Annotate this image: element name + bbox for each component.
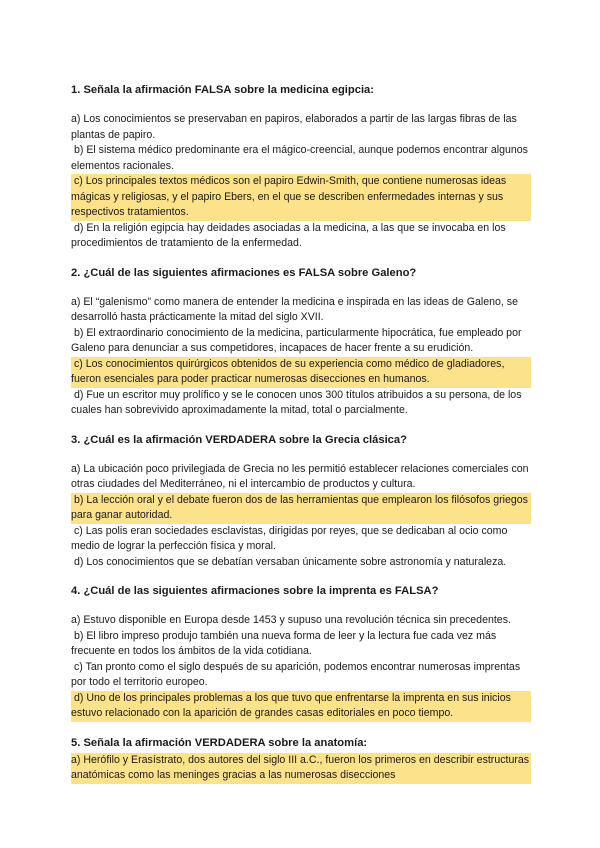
question-1 — [71, 83, 531, 252]
question-title: 2. ¿Cuál de las siguientes afirmaciones es FALSA sobre Galeno? — [71, 266, 417, 279]
question-title: 5. Señala la afirmación VERDADERA sobre la anatomía: — [71, 736, 368, 749]
option-d: d) Los conocimientos que se debatían versaban únicamente sobre astronomía y naturaleza. — [73, 555, 507, 568]
question-title: 1. Señala la afirmación FALSA sobre la medicina egipcia: — [71, 84, 374, 96]
quiz-content — [71, 83, 531, 798]
option-a: a) Estuvo disponible en Europa desde 1453 y supuso una revolución técnica sin precedentes. — [71, 614, 511, 626]
question-title: 3. ¿Cuál es la afirmación VERDADERA sobre la Grecia clásica? — [71, 433, 407, 446]
option-a: a) El “galenismo” como manera de entender la medicina e inspirada en las ideas de Galeno, se desarrolló hasta prácticamente la mitad del siglo XVII. — [71, 295, 518, 323]
question-2 — [71, 266, 531, 419]
option-b: b) El sistema médico predominante era el mágico-creencial, aunque podemos encontrar algunos elementos racionales. — [71, 144, 528, 172]
option-b: b) El libro impreso produjo también una nueva forma de leer y la lectura fue cada vez más frecuente en todos los ámbitos de la vida cotidiana. — [71, 629, 497, 657]
question-5 — [71, 736, 531, 784]
option-d: d) Fue un escritor muy prolífico y se le conocen unos 300 títulos atribuidos a su persona, de los cuales han sobrevivido aproximadamente la mitad, total o parcialmente. — [71, 388, 522, 416]
option-c-highlighted: c) Los conocimientos quirúrgicos obtenidos de su experiencia como médico de gladiadores, fueron esenciales para poder practicar numerosas disecciones en humanos. — [71, 357, 531, 388]
option-c: c) Tan pronto como el siglo después de su aparición, podemos encontrar numerosas imprentas por todo el territorio europeo. — [71, 660, 521, 688]
option-a-highlighted: a) Herófilo y Erasístrato, dos autores del siglo III a.C., fueron los primeros en describir estructuras anatómicas como las meninges gracias a las numerosas disecciones — [71, 753, 531, 784]
option-a: a) Los conocimientos se preservaban en papiros, elaborados a partir de las largas fibras de las plantas de papiro. — [71, 113, 517, 141]
option-d-highlighted: d) Uno de los principales problemas a los que tuvo que enfrentarse la imprenta en sus inicios estuvo relacionado con la aparición de grandes casas editoriales en poco tiempo. — [71, 691, 531, 722]
option-c: c) Las polis eran sociedades esclavistas, dirigidas por reyes, que se dedicaban al ocio como medio de lograr la perfección física y moral. — [71, 524, 508, 552]
question-3 — [71, 433, 531, 571]
option-b: b) El extraordinario conocimiento de la medicina, particularmente hipocrática, fue empleado por Galeno para denunciar a sus competidores, incapaces de hacer frente a su erudición. — [71, 326, 522, 354]
option-c-highlighted: c) Los principales textos médicos son el papiro Edwin-Smith, que contiene numerosas ideas mágicas y religiosas, y el papiro Ebers, en el que se describen enfermedades internas y sus respectivos tratamientos. — [71, 174, 531, 221]
option-a: a) La ubicación poco privilegiada de Grecia no les permitió establecer relaciones comerciales con otras ciudades del Mediterráneo, ni el intercambio de productos y cultura. — [71, 462, 529, 490]
question-title: 4. ¿Cuál de las siguientes afirmaciones sobre la imprenta es FALSA? — [71, 585, 439, 597]
question-4 — [71, 584, 531, 722]
option-d: d) En la religión egipcia hay deidades asociadas a la medicina, a las que se invocaba en los procedimientos de tratamiento de la enfermedad. — [71, 221, 506, 249]
option-b-highlighted: b) La lección oral y el debate fueron dos de las herramientas que emplearon los filósofos griegos para ganar autoridad. — [71, 493, 531, 524]
